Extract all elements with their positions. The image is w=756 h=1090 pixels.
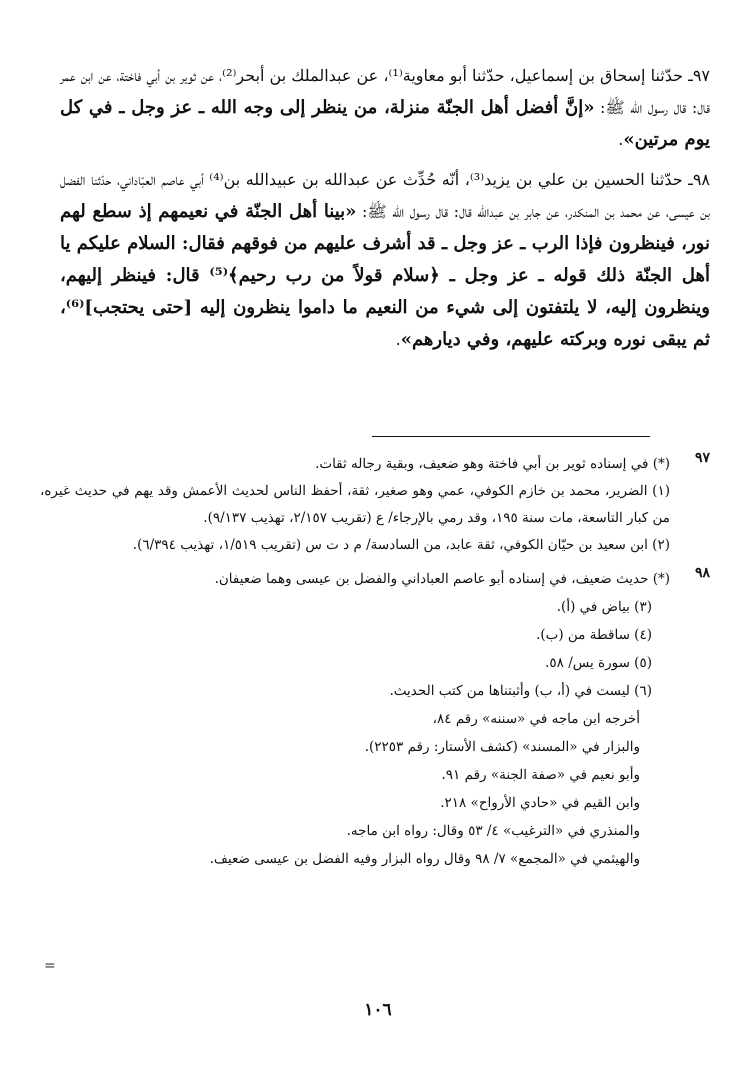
footnote-3: (٣) بياض في (أ). [556,599,652,615]
page-number: ١٠٦ [364,1000,392,1020]
footnote-5: (٥) سورة يس/ ٥٨. [545,655,652,671]
footnote-number-98: ٩٨ [694,565,710,581]
reference-line: والمنذري في «الترغيب» ٤/ ٥٣ وقال: رواه ابن ماجه. [346,823,640,839]
hadith-97 [60,60,710,156]
reference-line: أخرجه ابن ماجه في «سننه» رقم ٨٤، [432,711,640,727]
footnote-separator [372,436,650,437]
hadith-98-matn: «بينا أهل الجنّة في نعيمهم إذ سطع لهم نور، فينظرون فإذا الرب ـ عز وجل ـ قد أشرف عليهم من فوقهم فقال: السلام عليكم يا أهل الجنّة ذلك قوله ـ عز وجل ـ ﴿سلام قولاً من رب رحيم﴾⁽⁵⁾ قال: فينظر إليهم، وينظرون إليه، لا يلتفتون إلى شيء من النعيم ما داموا ينظرون إليه [حتى يحتجب]⁽⁶⁾، ثم يبقى نوره وبركته عليهم، وفي ديارهم» [60,201,710,350]
footnotes [40,450,710,873]
continuation-mark: = [44,958,56,974]
reference-line: وأبو نعيم في «صفة الجنة» رقم ٩١. [441,767,640,783]
footnotes-97 [40,450,710,559]
hadith-97-matn: «إنَّ أفضل أهل الجنّة منزلة، من ينظر إلى وجه الله ـ عز وجل ـ في كل يوم مرتين» [60,97,710,150]
reference-line: والهيثمي في «المجمع» ٧/ ٩٨ وقال رواه البزار وفيه الفضل بن عيسى ضعيف. [209,851,640,867]
hadith-97-end: . [618,130,624,149]
footnote-number-97: ٩٧ [694,450,710,466]
hadith-98 [60,164,710,356]
footnote-98-star: (*) حديث ضعيف، في إسناده أبو عاصم العباداني والفضل بن عيسى وهما ضعيفان. [214,571,670,587]
footnotes-98 [40,565,710,873]
footnote-6: (٦) ليست في (أ، ب) وأثبتناها من كتب الحديث. [389,683,652,699]
footnote-4: (٤) ساقطة من (ب). [536,627,652,643]
hadith-97-isnad: ٩٧ـ حدّثنا إسحاق بن إسماعيل، حدّثنا أبو معاوية⁽¹⁾، عن عبدالملك بن أبحر⁽²⁾، عن ثوير بن أبي فاختة، عن ابن عمر قال: قال رسول الله ﷺ: [60,66,711,117]
footnote-97-star: (*) في إسناده ثوير بن أبي فاختة وهو ضعيف، وبقية رجاله ثقات. [315,456,670,472]
footnote-2: (٢) ابن سعيد بن حيّان الكوفي، ثقة عابد، من السادسة/ م د ت س (تقريب ١/٥١٩، تهذيب ٦/٣٩٤). [132,537,670,553]
main-text [60,60,710,364]
reference-line: وابن القيم في «حادي الأرواح» ٢١٨. [440,795,640,811]
footnote-1: (١) الضرير، محمد بن خازم الكوفي، عمي وهو صغير، ثقة، أحفظ الناس لحديث الأعمش وقد يهم في حديث غيره، من كبار التاسعة، مات سنة ١٩٥، وقد رمي بالإرجاء/ ع (تقريب ٢/١٥٧، تهذيب ٩/١٣٧). [40,483,670,526]
hadith-98-end: . [395,330,401,349]
hadith-98-isnad: ٩٨ـ حدّثنا الحسين بن علي بن يزيد⁽³⁾، أنّه حُدِّث عن عبدالله بن عبيدالله بن⁽⁴⁾ أبي عاصم العبّاداني، حدّثنا الفضل بن عيسى، عن محمد بن المنكدر، عن جابر بن عبدالله قال: قال رسول الله ﷺ: [60,170,711,221]
reference-line: والبزار في «المسند» (كشف الأستار: رقم ٢٢٥٣). [364,739,640,755]
